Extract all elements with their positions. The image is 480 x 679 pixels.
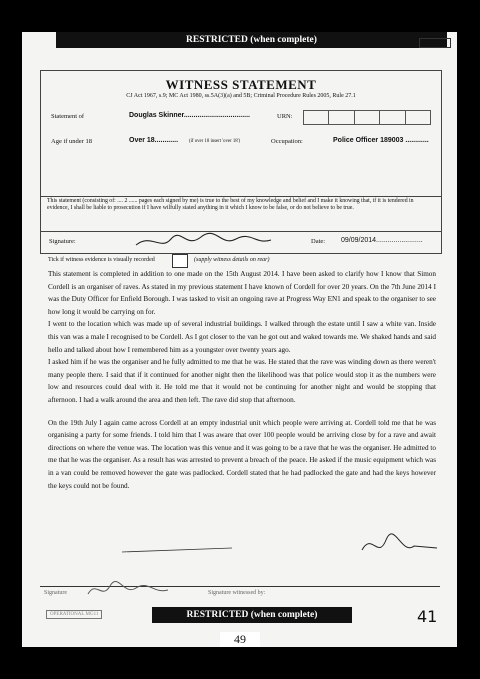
handwritten-page-number: 41 [417, 607, 438, 626]
urn-label: URN: [277, 113, 293, 120]
declaration-text: This statement (consisting of: .... 2 ...... pages each signed by me) is true to the best of my knowledge and belief and I make it knowing that, if it is tendered in evidence, I shall be liable to prosecution if I have wilfully stated anything in it which I know to be false, or do not believe to be true. [47, 198, 414, 211]
signature-row [40, 231, 442, 254]
form-code: MG 11 (T) [419, 38, 451, 48]
date-label: Date: [311, 238, 326, 245]
form-subtitle: CJ Act 1967, s.9; MC Act 1980, ss.5A(3)(a) and 5B; Criminal Procedure Rules 2005, Rule 27.1 [126, 93, 356, 99]
tick-label: Tick if witness evidence is visually recorded [48, 257, 155, 263]
tick-note: (supply witness details on rear) [194, 257, 270, 263]
statement-of-value: Douglas Skinner.................................. [129, 112, 250, 119]
witnessed-label: Signature witnessed by: [208, 590, 266, 596]
occupation-label: Occupation: [271, 138, 303, 145]
statement-page [22, 32, 457, 647]
body-paragraph: I went to the location which was made up of several industrial buildings. I walked through the estate until I saw a white van. Inside this van was a male I recognised to be Cordell. As I got closer to the van he got out and waked towards me. We shaked hands and said hello and talked about how I remembered him as a youngster over twenty years ago. [48, 320, 436, 354]
page-number: 49 [220, 632, 260, 647]
age-note: (if over 18 insert 'over 18') [189, 139, 241, 144]
occupation-value: Police Officer 189003 ............ [333, 137, 429, 144]
body-paragraph: On the 19th July I again came across Cordell at an empty industrial unit which people were arriving at. Cordell told me that he was organising a party for some friends. I told him that I was aware that over 100 people would be arriving close by for a rave and await directions on where the venue was. The location was this venue and it was going to be a rave that he was the organiser. He admitted to me that he was the organiser. As a result has was arrested to prevent a breach of the peace. He asked if the music equipment which was in a van could be removed however the gate was padlocked. Cordell stated that he had padlocked the gate and had the keys however the keys could not be found. [48, 418, 436, 490]
visual-record-checkbox[interactable] [172, 254, 188, 268]
statement-body [48, 268, 436, 492]
restricted-banner-top: RESTRICTED (when complete) [56, 32, 447, 48]
declaration-box [40, 195, 442, 232]
date-value: 09/09/2014........................ [341, 237, 423, 244]
footer-signature-label: Signature [44, 590, 67, 596]
closing-scribble [122, 530, 442, 570]
statement-of-label: Statement of [51, 113, 85, 120]
urn-boxes [303, 110, 431, 125]
body-paragraph: I asked him if he was the organiser and he fully admitted to me that he was. He stated that the rave was winding down as there weren't many people there. I said that if it continued for another night then the likelihood was that police would stop it as the numbers were low and resources could deal with it. He told me that it would not be continuing for another night and would be stopping that afternoon. I had a walk around the area and then left. The rave did stop that afternoon. [48, 358, 436, 404]
handwritten-signature [131, 231, 281, 253]
footer-signature [84, 580, 174, 600]
statement-header-form [40, 70, 442, 197]
age-value: Over 18............ [129, 137, 179, 144]
page-stamp: OPERATIONAL MG11 [46, 610, 102, 619]
restricted-banner-bottom: RESTRICTED (when complete) [152, 607, 352, 623]
form-title: WITNESS STATEMENT [165, 77, 317, 92]
signature-label: Signature: [49, 238, 76, 245]
body-paragraph: This statement is completed in addition to one made on the 15th August 2014. I have been asked to clarify how I know that Simon Cordell is an organiser of raves. As stated in my previous statement I have known of Cordell for over 20 years. On the 7th June 2014 I was the Duty Officer for Enfield Borough. I was tasked to visit an ongoing rave at Progress Way EN1 and speak to the organiser to see how long it would be carrying on for. [48, 270, 436, 316]
age-label: Age if under 18 [51, 138, 92, 145]
